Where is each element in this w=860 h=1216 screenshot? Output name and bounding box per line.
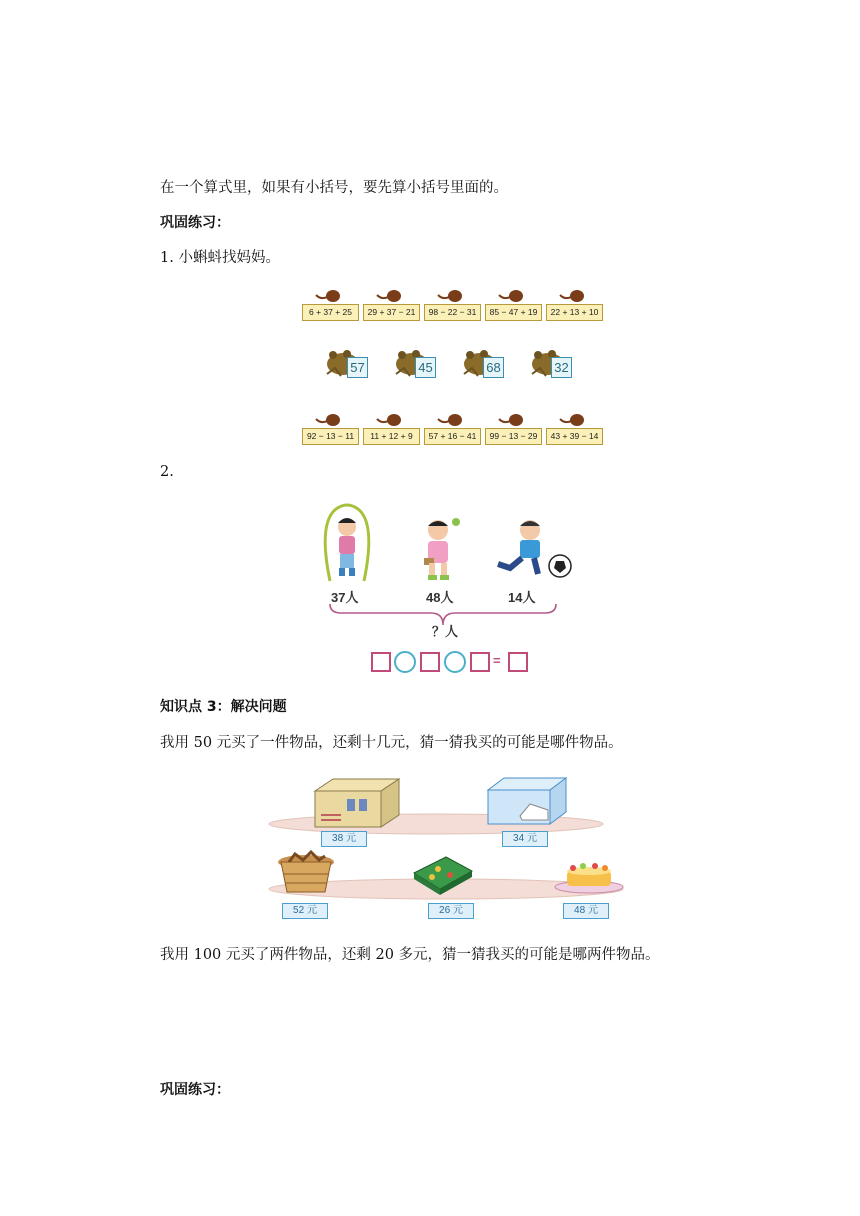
tadpole-icon <box>316 288 342 304</box>
equation-label: 99 − 13 − 29 <box>485 428 542 445</box>
tadpole-card <box>485 288 542 328</box>
total-label: ？人 <box>432 624 459 639</box>
frog-number: 32 <box>551 357 572 378</box>
tadpole-icon <box>377 412 403 428</box>
equation-label: 22 + 13 + 10 <box>546 304 603 321</box>
kid-count-label: 14人 <box>508 590 536 605</box>
cake-icon <box>553 859 625 895</box>
girl-jump-rope-icon <box>322 503 372 583</box>
tadpole-icon <box>377 288 403 304</box>
practice-heading: 巩固练习： <box>160 215 230 231</box>
equation-label: 57 + 16 − 41 <box>424 428 481 445</box>
tadpole-card <box>424 288 481 328</box>
tadpole-row-bottom <box>302 412 607 452</box>
problem-1-text: 我用 50 元买了一件物品，还剩十几元，猜一猜我买的可能是哪件物品。 <box>160 735 623 751</box>
kid-count-label: 48人 <box>426 590 454 605</box>
price-tag: 34 元 <box>502 831 548 847</box>
tadpole-icon <box>316 412 342 428</box>
price-tag: 26 元 <box>428 903 474 919</box>
answer-box[interactable] <box>508 652 528 672</box>
price-tag: 48 元 <box>563 903 609 919</box>
tadpole-card <box>424 412 481 452</box>
tadpole-card <box>546 288 603 328</box>
tadpole-card <box>302 288 359 328</box>
problem-2-text: 我用 100 元买了两件物品，还剩 20 多元，猜一猜我买的可能是哪两件物品。 <box>160 947 660 963</box>
tadpole-row-top <box>302 288 607 328</box>
frog-number: 57 <box>347 357 368 378</box>
tadpole-icon <box>499 412 525 428</box>
kid-count-label: 37人 <box>331 590 359 605</box>
gift-box-icon <box>311 777 403 829</box>
question-2: 2. <box>160 464 174 480</box>
girl-walking-icon <box>416 516 464 582</box>
operator-circle[interactable] <box>394 651 416 673</box>
tadpole-card <box>363 412 420 452</box>
equation-label: 29 + 37 − 21 <box>363 304 420 321</box>
practice-heading-2: 巩固练习： <box>160 1082 230 1098</box>
question-1: 1. 小蝌蚪找妈妈。 <box>160 250 280 266</box>
tadpole-card <box>546 412 603 452</box>
frog-number: 68 <box>483 357 504 378</box>
tadpole-icon <box>438 412 464 428</box>
tadpole-card <box>485 412 542 452</box>
equation-label: 85 − 47 + 19 <box>485 304 542 321</box>
tadpole-icon <box>560 288 586 304</box>
tadpole-card <box>363 288 420 328</box>
answer-box[interactable] <box>371 652 391 672</box>
answer-box[interactable] <box>470 652 490 672</box>
equation-label: 92 − 13 − 11 <box>302 428 359 445</box>
tadpole-icon <box>438 288 464 304</box>
basket-icon <box>275 852 337 894</box>
equals-sign: = <box>493 653 501 668</box>
shoe-box-icon <box>486 776 570 826</box>
tadpole-card <box>302 412 359 452</box>
boy-soccer-icon <box>494 518 574 582</box>
equation-label: 11 + 12 + 9 <box>363 428 420 445</box>
answer-box[interactable] <box>420 652 440 672</box>
price-tag: 38 元 <box>321 831 367 847</box>
frog-number: 45 <box>415 357 436 378</box>
tadpole-icon <box>499 288 525 304</box>
equation-label: 98 − 22 − 31 <box>424 304 481 321</box>
tadpole-icon <box>560 412 586 428</box>
price-tag: 52 元 <box>282 903 328 919</box>
knowledge-point-3-heading: 知识点 3：解决问题 <box>160 699 287 715</box>
game-box-icon <box>412 855 474 897</box>
equation-label: 43 + 39 − 14 <box>546 428 603 445</box>
equation-label: 6 + 37 + 25 <box>302 304 359 321</box>
operator-circle[interactable] <box>444 651 466 673</box>
rule-text: 在一个算式里，如果有小括号，要先算小括号里面的。 <box>160 180 508 196</box>
